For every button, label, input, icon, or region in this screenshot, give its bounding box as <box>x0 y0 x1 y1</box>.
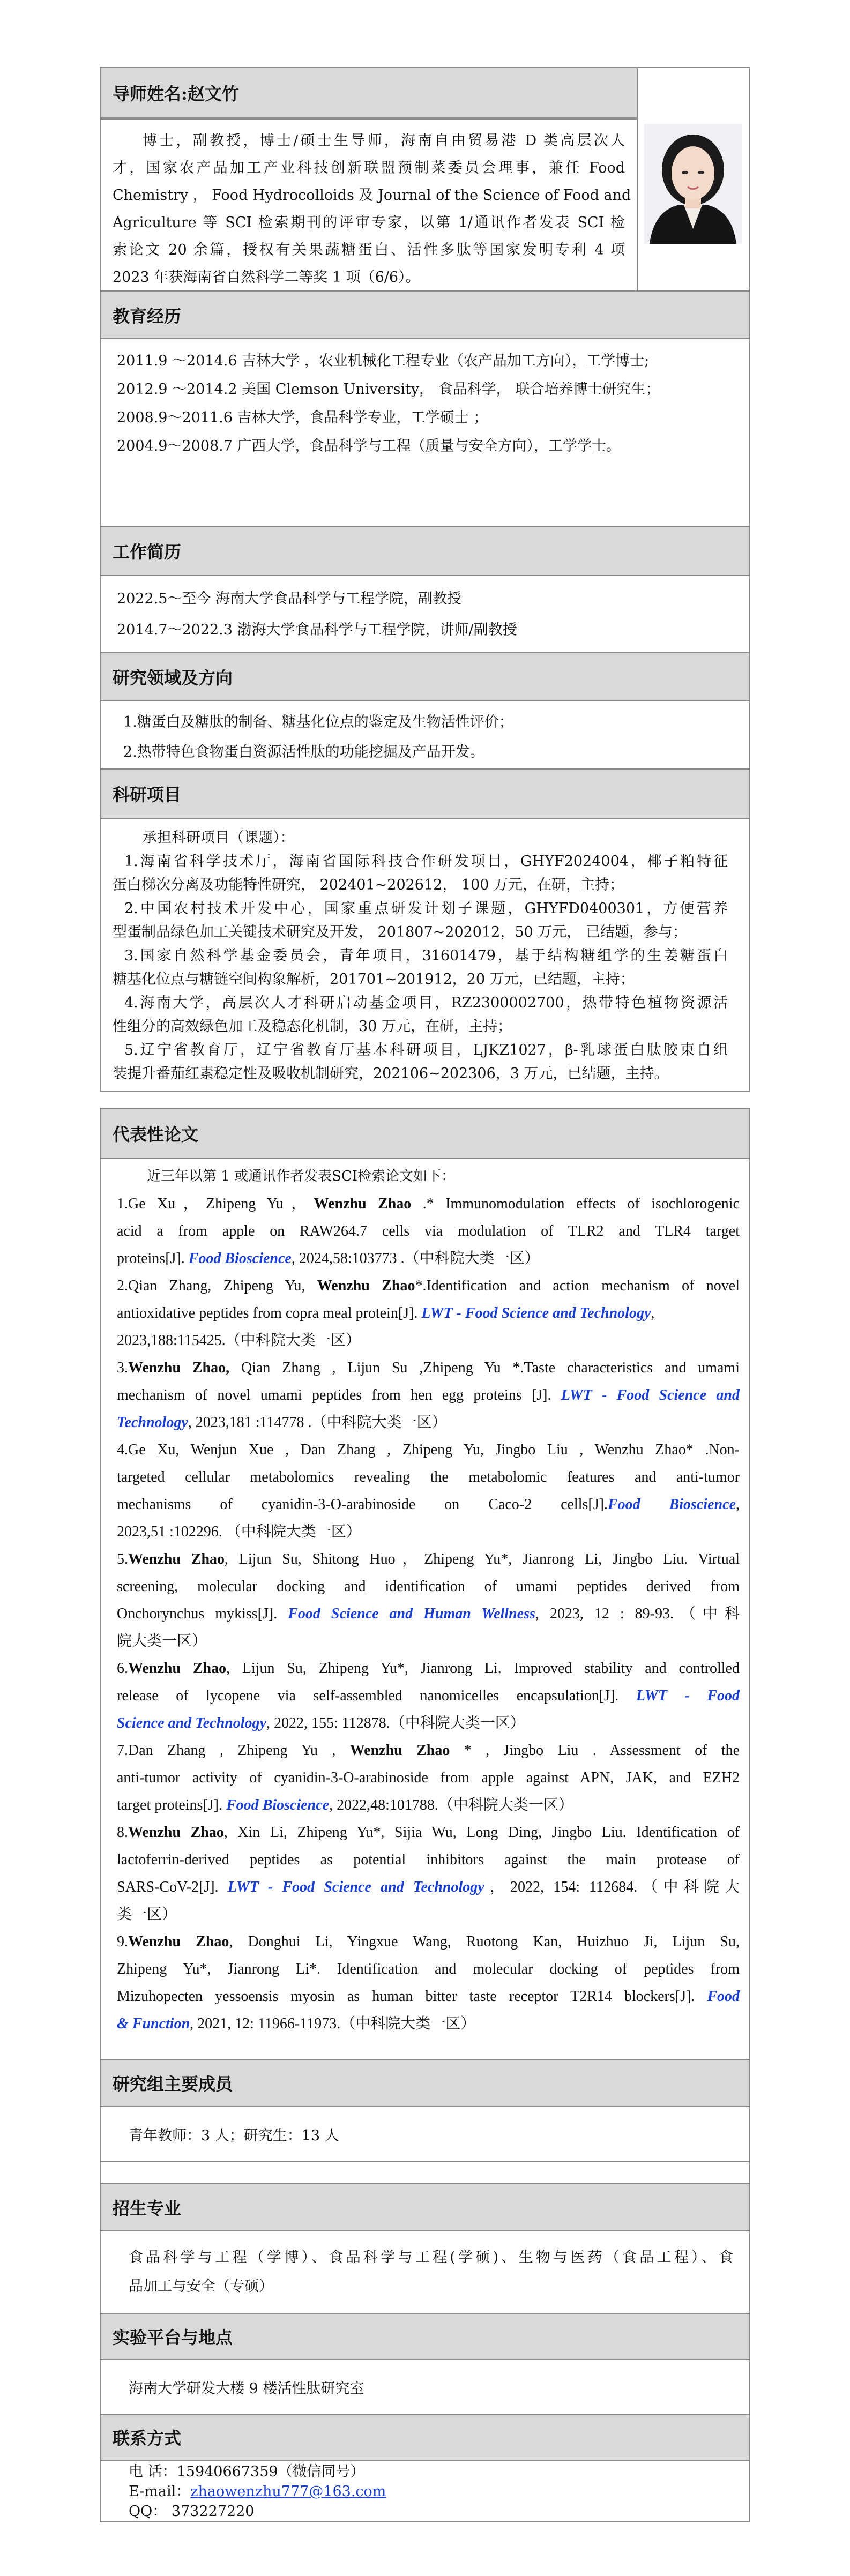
paper-text: 9. <box>117 1933 128 1950</box>
paper-text: antioxidative peptides from copra meal protein[J]. <box>117 1305 422 1321</box>
project-line: 3.国家自然科学基金委员会，青年项目，31601479，基于结构糖组学的生姜糖蛋白 <box>124 947 728 964</box>
recruit-line: 品加工与安全（专硕） <box>129 2278 273 2295</box>
paper-3-line <box>117 1382 740 1409</box>
paper-text: , Lijun Su, Shitong Huo，Zhipeng Yu*, Jianrong Li, Jingbo Liu. Virtual <box>225 1551 740 1567</box>
paper-text: proteins[J]. <box>117 1250 189 1267</box>
paper-author-bold: Wenzhu Zhao <box>128 1933 229 1950</box>
education-header <box>101 292 749 339</box>
profile-table <box>100 67 750 1092</box>
paper-5-line <box>117 1600 740 1627</box>
bio-line: 博士，副教授，博士/硕士生导师，海南自由贸易港 D 类高层次人 <box>143 132 625 149</box>
journal-name: & Function <box>117 2015 190 2032</box>
paper-text: 5. <box>117 1551 128 1567</box>
paper-text: 2.Qian Zhang, Zhipeng Yu, <box>117 1278 317 1294</box>
paper-text: Mizuhopecten yessoensis myosin as human bitter taste receptor T2R14 blockers[J]. <box>117 1988 707 2005</box>
team-title: 研究组主要成员 <box>113 2074 233 2094</box>
journal-name: LWT - Food Science and Technology <box>227 1879 484 1895</box>
paper-text: , 2023, 12 : 89-93.（中科 <box>535 1606 740 1622</box>
paper-text: , Lijun Su, Zhipeng Yu*, Jianrong Li. Improved stability and controlled <box>226 1660 740 1677</box>
recruit-line: 食品科学与工程（学博）、食品科学与工程(学硕)、生物与医药（食品工程）、食 <box>129 2249 733 2266</box>
paper-text: 6. <box>117 1660 128 1677</box>
bio-line: Chemistry ， Food Hydrocolloids 及 Journal of the Science of Food and <box>113 187 631 204</box>
paper-8-line <box>117 1819 740 1846</box>
paper-text: , Xin Li, Zhipeng Yu*, Sijia Wu, Long Ding, Jingbo Liu. Identification of <box>223 1824 740 1841</box>
education-item: 2011.9 ～2014.6 吉林大学 ，农业机械化工程专业（农产品加工方向），工学博士; <box>117 353 650 369</box>
bio-line: Agriculture 等 SCI 检索期刊的评审专家，以第 1/通讯作者发表 SCI 检 <box>113 214 625 231</box>
journal-name: Technology <box>117 1414 188 1431</box>
journal-name: Food <box>707 1988 740 2005</box>
paper-6-line <box>117 1682 740 1709</box>
paper-7-line: anti-tumor activity of cyanidin-3-O-arabinoside from apple against APN, JAK, and EZH2 <box>117 1769 740 1786</box>
journal-name: LWT - Food Science and Technology <box>421 1305 651 1321</box>
project-line: 型蛋制品绿色加工关键技术研究及开发， 201807~202012，50 万元， 已结题，参与； <box>113 924 687 940</box>
paper-text: , 2022, 155: 112878.（中科院大类一区） <box>266 1715 525 1731</box>
paper-1-line: acid a from apple on RAW264.7 cells via modulation of TLR2 and TLR4 target <box>117 1223 740 1240</box>
paper-9-line <box>117 1983 740 2010</box>
paper-text: , 2021, 12: 11966-11973.（中科院大类一区） <box>190 2015 476 2032</box>
bio-line: 索论文 20 余篇，授权有关果蔬糖蛋白、活性多肽等国家发明专利 4 项 <box>113 242 625 258</box>
paper-author-bold: Wenzhu Zhao <box>128 1551 225 1567</box>
project-line: 蛋白梯次分离及功能特性研究， 202401~202612， 100 万元，在研，主持； <box>113 877 624 893</box>
paper-5-line: screening, molecular docking and identification of umami peptides derived from <box>117 1578 740 1595</box>
paper-text: mechanism of novel umami peptides from hen egg proteins [J]. <box>117 1387 561 1403</box>
project-line: 性组分的高效绿色加工及稳态化机制，30 万元，在研，主持； <box>113 1018 512 1035</box>
paper-author-bold: Wenzhu Zhao <box>314 1196 412 1212</box>
journal-name: LWT - Food Science and <box>561 1387 740 1403</box>
research-header <box>101 653 749 701</box>
phone-value: 15940667359（微信同号） <box>176 2463 365 2480</box>
papers-header <box>101 1109 749 1159</box>
research-item: 1.糖蛋白及糖肽的制备、糖基化位点的鉴定及生物活性评价； <box>123 714 513 730</box>
section-spacer <box>101 2162 749 2183</box>
paper-text: target proteins[J]. <box>117 1797 226 1813</box>
paper-text: , 2023,181 :114778 .（中科院大类一区） <box>188 1414 447 1431</box>
contact-title: 联系方式 <box>113 2428 182 2448</box>
education-list <box>101 339 749 526</box>
paper-4-line <box>117 1491 740 1518</box>
paper-4-line: 2023,51 :102296. （中科院大类一区） <box>117 1524 361 1540</box>
team-header <box>101 2060 749 2107</box>
contact-email-row <box>129 2482 737 2502</box>
paper-9-line <box>117 1928 740 1955</box>
project-line: 1.海南省科学技术厅，海南省国际科技合作研发项目，GHYF2024004，椰子粕特征 <box>124 853 728 870</box>
name-label: 导师姓名:赵文竹 <box>113 84 239 104</box>
paper-4-line: targeted cellular metabolomics revealing the metabolomic features and anti-tumor <box>117 1469 740 1485</box>
paper-9-line <box>117 2010 740 2037</box>
paper-text: , 2024,58:103773 .（中科院大类一区） <box>291 1250 540 1267</box>
paper-text: , Donghui Li, Yingxue Wang, Ruotong Kan, Huizhuo Ji, Lijun Su, <box>229 1933 740 1950</box>
portrait-photo <box>638 68 748 288</box>
paper-4-line: 4.Ge Xu, Wenjun Xue , Dan Zhang , Zhipeng Yu, Jingbo Liu , Wenzhu Zhao* .Non- <box>117 1442 740 1458</box>
projects-title: 科研项目 <box>113 785 182 805</box>
paper-text: Qian Zhang , Lijun Su ,Zhipeng Yu *.Taste characteristics and umami <box>229 1360 740 1376</box>
contact-header <box>101 2415 749 2461</box>
papers-title: 代表性论文 <box>113 1124 199 1145</box>
team-text: 青年教师：3 人；研究生：13 人 <box>129 2127 339 2144</box>
contact-phone-row <box>129 2462 737 2482</box>
paper-2-line <box>117 1300 740 1327</box>
lab-header <box>101 2314 749 2360</box>
paper-7-line <box>117 1737 740 1764</box>
paper-author-bold: Wenzhu Zhao <box>128 1660 227 1677</box>
work-list <box>101 576 749 652</box>
paper-8-line: 类一区） <box>117 1906 177 1923</box>
photo-cell <box>637 68 749 290</box>
paper-text: , 2022,48:101788.（中科院大类一区） <box>329 1797 573 1813</box>
paper-text: *.Identification and action mechanism of novel <box>415 1278 740 1294</box>
papers-table <box>100 1108 750 2522</box>
paper-2-line <box>117 1272 740 1300</box>
research-list <box>101 701 749 768</box>
paper-text: 8. <box>117 1824 128 1841</box>
contact-body <box>101 2461 749 2522</box>
project-line: 糖基化位点与糖链空间构象解析，201701~201912，20 万元，已结题，主持； <box>113 971 635 988</box>
journal-name: Science and Technology <box>117 1715 266 1731</box>
project-line: 4.海南大学，高层次人才科研启动基金项目，RZ2300002700，热带特色植物资源活 <box>124 995 728 1011</box>
lab-text: 海南大学研发大楼 9 楼活性肽研究室 <box>129 2380 364 2397</box>
projects-intro: 承担科研项目（课题）： <box>143 830 295 846</box>
paper-text: Onchorynchus mykiss[J]. <box>117 1606 288 1622</box>
education-title: 教育经历 <box>113 305 182 326</box>
journal-name: Food Bioscience <box>607 1496 736 1513</box>
project-line: 5.辽宁省教育厅，辽宁省教育厅基本科研项目，LJKZ1027，β-乳球蛋白肽胶束自组 <box>124 1042 728 1058</box>
paper-6-line <box>117 1709 740 1737</box>
education-item: 2012.9 ～2014.2 美国 Clemson University， 食品科学， 联合培养博士研究生； <box>117 381 660 398</box>
paper-1-line <box>117 1245 740 1272</box>
paper-3-line <box>117 1409 740 1436</box>
paper-text: release of lycopene via self-assembled nanomicelles encapsulation[J]. <box>117 1688 636 1704</box>
email-label: E-mail： <box>129 2483 191 2500</box>
email-link[interactable]: zhaowenzhu777@163.com <box>190 2483 386 2500</box>
paper-6-line <box>117 1655 740 1682</box>
lab-body <box>101 2360 749 2414</box>
projects-header <box>101 770 749 819</box>
education-item: 2004.9～2008.7 广西大学，食品科学与工程（质量与安全方向），工学学士。 <box>117 438 621 454</box>
recruit-title: 招生专业 <box>113 2198 182 2219</box>
bio-line: 2023 年获海南省自然科学二等奖 1 项（6/6）。 <box>113 269 420 286</box>
paper-text: ，2022, 154: 112684.（中科院大 <box>484 1879 740 1895</box>
paper-7-line <box>117 1791 740 1819</box>
paper-8-line <box>117 1873 740 1901</box>
papers-list <box>101 1159 749 2059</box>
papers-intro: 近三年以第 1 或通讯作者发表SCI检索论文如下： <box>147 1168 456 1184</box>
work-title: 工作简历 <box>113 542 182 562</box>
paper-5-line <box>117 1545 740 1573</box>
journal-name: Food Bioscience <box>188 1250 292 1267</box>
recruit-header <box>101 2184 749 2231</box>
paper-text: 3. <box>117 1360 128 1376</box>
name-header <box>101 68 637 118</box>
qq-label: QQ： <box>129 2503 167 2520</box>
paper-8-line: lactoferrin-derived peptides as potential inhibitors against the main protease of <box>117 1851 740 1868</box>
paper-text: mechanisms of cyanidin-3-O-arabinoside on Caco-2 cells[J]. <box>117 1496 608 1513</box>
paper-9-line: Zhipeng Yu*, Jianrong Li*. Identification and molecular docking of peptides from <box>117 1961 740 1977</box>
paper-text: .* Immunomodulation effects of isochlorogenic <box>411 1196 740 1212</box>
paper-text: 7.Dan Zhang , Zhipeng Yu , <box>117 1742 350 1759</box>
recruit-body <box>101 2231 749 2313</box>
journal-name: LWT - Food <box>636 1688 740 1704</box>
paper-3-line <box>117 1354 740 1382</box>
projects-list <box>101 819 749 1093</box>
paper-5-line: 院大类一区） <box>117 1633 207 1649</box>
paper-author-bold: Wenzhu Zhao <box>317 1278 415 1294</box>
work-header <box>101 527 749 576</box>
paper-author-bold: Wenzhu Zhao, <box>128 1360 230 1376</box>
project-line: 2.中国农村技术开发中心，国家重点研发计划子课题，GHYFD0400301，方便营养 <box>124 900 728 917</box>
journal-name: Food Bioscience <box>226 1797 330 1813</box>
research-title: 研究领域及方向 <box>113 667 233 688</box>
lab-title: 实验平台与地点 <box>113 2327 233 2348</box>
team-body <box>101 2107 749 2161</box>
work-item: 2022.5～至今 海南大学食品科学与工程学院，副教授 <box>117 591 462 607</box>
paper-author-bold: Wenzhu Zhao <box>128 1824 224 1841</box>
contact-qq-row <box>129 2502 737 2521</box>
paper-text: * , Jingbo Liu . Assessment of the <box>450 1742 740 1759</box>
research-item: 2.热带特色食物蛋白资源活性肽的功能挖掘及产品开发。 <box>123 744 484 760</box>
journal-name: Food Science and Human Wellness <box>288 1606 535 1622</box>
project-line: 装提升番茄红素稳定性及吸收机制研究，202106~202306，3 万元，已结题，主持。 <box>113 1065 669 1082</box>
paper-text: , <box>651 1305 655 1321</box>
work-item: 2014.7～2022.3 渤海大学食品科学与工程学院，讲师/副教授 <box>117 622 517 638</box>
paper-2-line: 2023,188:115425.（中科院大类一区） <box>117 1332 361 1349</box>
qq-value: 373227220 <box>171 2503 255 2520</box>
phone-label: 电 话： <box>129 2463 177 2480</box>
paper-author-bold: Wenzhu Zhao <box>349 1742 450 1759</box>
bio <box>101 120 637 290</box>
bio-line: 才，国家农产品加工产业科技创新联盟预制菜委员会理事，兼任 Food <box>113 160 625 176</box>
paper-text: , <box>736 1496 740 1513</box>
education-item: 2008.9～2011.6 吉林大学，食品科学专业，工学硕士 ； <box>117 409 488 426</box>
paper-text: SARS-CoV-2[J]. <box>117 1879 228 1895</box>
paper-text: 1.Ge Xu，Zhipeng Yu， <box>117 1196 314 1212</box>
paper-1-line <box>117 1190 740 1218</box>
